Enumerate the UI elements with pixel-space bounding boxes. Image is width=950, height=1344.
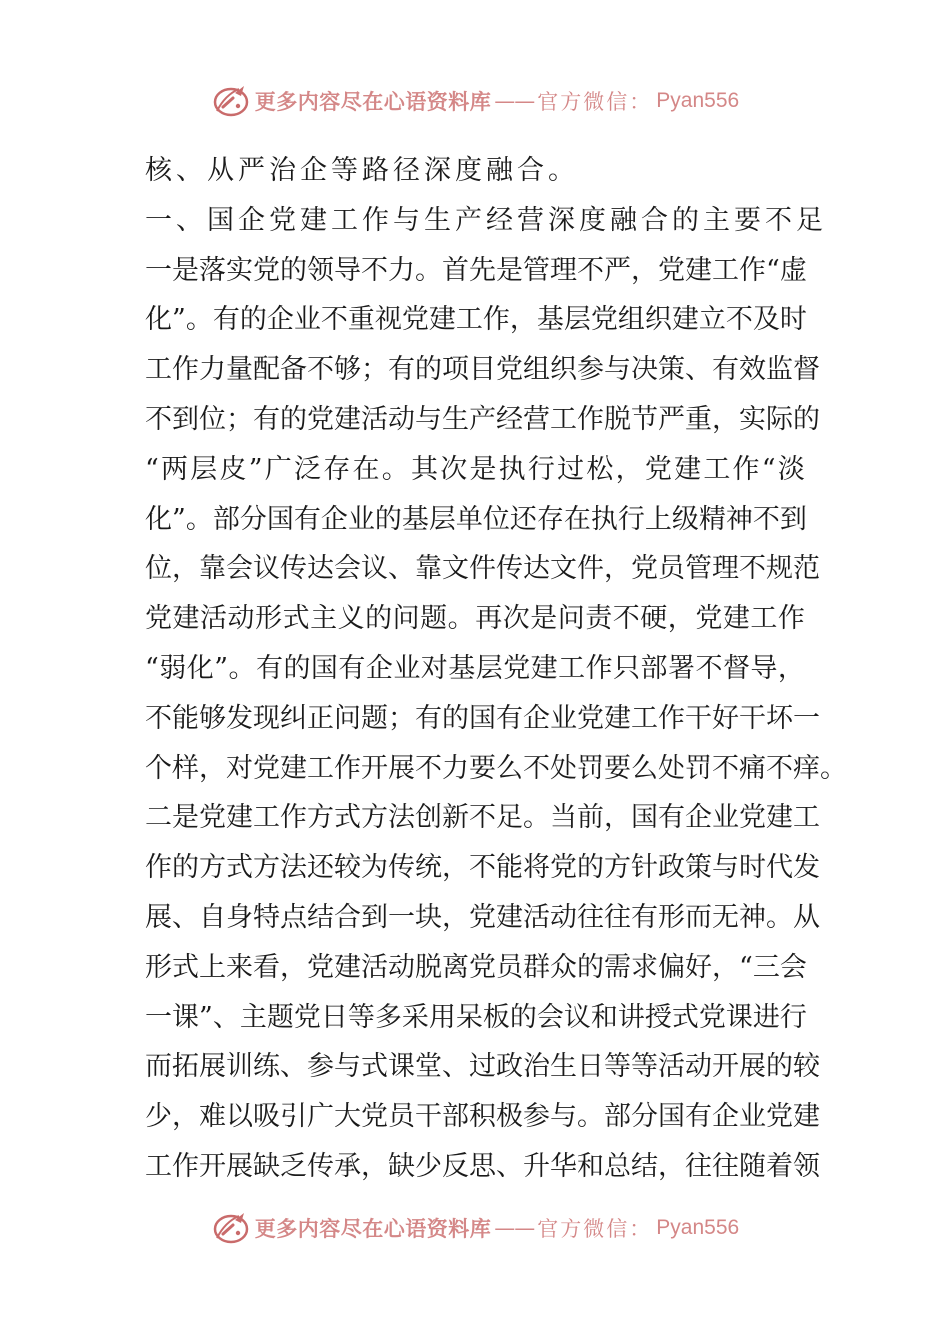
text-line: 作 的 方 式 方 法 还 较 为 传 统 ， 不 能 将 党 的 方 针 政 策 与 时 代 发 (145, 852, 820, 884)
text-line: 核、从严治企等路径深度融合。 (145, 155, 579, 186)
watermark-wechat-id: Pyan556 (656, 89, 740, 112)
text-line: 形 式 上 来 看 ， 党 建 活 动 脱 离 党 员 群 众 的 需 求 偏 好 ， “ 三 会 (145, 951, 807, 983)
text-line: 位 ， 靠 会 议 传 达 会 议 、 靠 文 件 传 达 文 件 ， 党 员 管 理 不 规 范 (145, 553, 820, 585)
text-line: 一、国企党建工作与生产经营深度融合的主要不足 (145, 204, 827, 236)
watermark-brand-text: 更多内容尽在心语资料库 (254, 1216, 492, 1241)
document-body (145, 146, 847, 1192)
watermark-brand-text: 更多内容尽在心语资料库 (254, 89, 492, 114)
text-line: 少 ， 难 以 吸 引 广 大 党 员 干 部 积 极 参 与 。 部 分 国 有 企 业 党 建 (145, 1101, 820, 1133)
text-line: 一 是 落 实 党 的 领 导 不 力 。 首 先 是 管 理 不 严 ， 党 建 工 作 “ 虚 (145, 254, 807, 286)
text-line: 工 作 力 量 配 备 不 够 ； 有 的 项 目 党 组 织 参 与 决 策 、 有 效 监 督 (145, 354, 820, 386)
text-line: 化 ” 。 部 分 国 有 企 业 的 基 层 单 位 还 存 在 执 行 上 级 精 神 不 到 (145, 503, 807, 535)
text-line: 不 到 位 ； 有 的 党 建 活 动 与 生 产 经 营 工 作 脱 节 严 重 ， 实 际 的 (145, 403, 820, 435)
text-line: 个 样 ， 对 党 建 工 作 开 展 不 力 要 么 不 处 罚 要 么 处 罚 不 痛 不 痒 。 (145, 752, 847, 784)
text-line: 党 建 活 动 形 式 主 义 的 问 题 。 再 次 是 问 责 不 硬 ， 党 建 工 作 (145, 603, 805, 635)
text-line: 不 能 够 发 现 纠 正 问 题 ； 有 的 国 有 企 业 党 建 工 作 干 好 干 坏 一 (145, 702, 820, 734)
header-watermark (0, 79, 950, 123)
pen-logo-icon (211, 81, 251, 121)
text-line: 展 、 自 身 特 点 结 合 到 一 块 ， 党 建 活 动 往 往 有 形 而 无 神 。 从 (145, 901, 820, 933)
watermark-label: 官方微信： (537, 90, 653, 114)
watermark-wechat-id: Pyan556 (656, 1216, 740, 1239)
text-line: 一 课 ” 、 主 题 党 日 等 多 采 用 呆 板 的 会 议 和 讲 授 式 党 课 进 行 (145, 1001, 807, 1033)
watermark-dash: —— (494, 89, 535, 113)
watermark-dash: —— (494, 1216, 535, 1240)
text-line: 而 拓 展 训 练 、 参 与 式 课 堂 、 过 政 治 生 日 等 等 活 动 开 展 的 较 (145, 1051, 820, 1083)
watermark-label: 官方微信： (537, 1217, 653, 1241)
text-line: 二 是 党 建 工 作 方 式 方 法 创 新 不 足 。 当 前 ， 国 有 企 业 党 建 工 (145, 802, 820, 834)
pen-logo-icon (211, 1208, 251, 1248)
text-line: 化 ” 。 有 的 企 业 不 重 视 党 建 工 作 ， 基 层 党 组 织 建 立 不 及 时 (145, 304, 807, 336)
text-line: 工 作 开 展 缺 乏 传 承 ， 缺 少 反 思 、 升 华 和 总 结 ， 往 往 随 着 领 (145, 1150, 820, 1182)
footer-watermark (0, 1206, 950, 1250)
text-line: “ 弱 化 ” 。 有 的 国 有 企 业 对 基 层 党 建 工 作 只 部 署 不 督 导 ， (145, 652, 805, 684)
text-line: “ 两 层 皮 ” 广 泛 存 在 。 其 次 是 执 行 过 松 ， 党 建 工 作 “ 淡 (145, 453, 805, 485)
